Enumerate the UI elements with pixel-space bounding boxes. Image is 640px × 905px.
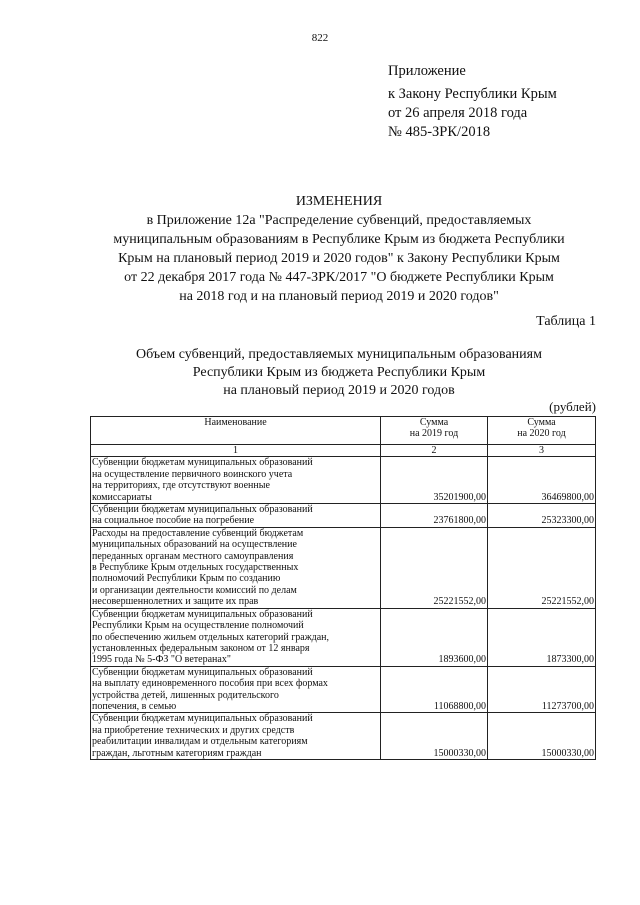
row-name-line: на приобретение технических и других средств [92, 724, 295, 736]
row-name-line: на территориях, где отсутствуют военные [92, 480, 270, 492]
appendix-line: к Закону Республики Крым [388, 86, 557, 102]
table-label: Таблица 1 [536, 314, 596, 329]
row-sum-2020: 11273700,00 [488, 666, 596, 713]
row-name-line: несовершеннолетних и защите их прав [92, 596, 259, 608]
document-heading [80, 192, 598, 306]
heading-line: Крым на плановый период 2019 и 2020 годов" к Закону Республики Крым [118, 251, 560, 266]
heading-line: в Приложение 12а "Распределение субвенций, предоставляемых [146, 213, 532, 228]
row-sum-2020: 15000330,00 [488, 713, 596, 760]
row-name-line: Субвенции бюджетам муниципальных образований [92, 504, 313, 516]
row-name-line: реабилитации инвалидам и отдельным категориям [92, 736, 308, 748]
row-name-line: 1995 года № 5-ФЗ "О ветеранах" [92, 654, 231, 666]
row-sum-2019: 11068800,00 [381, 666, 488, 713]
row-name-line: на выплату единовременного пособия при всех формах [92, 678, 328, 690]
column-number-row [91, 445, 596, 457]
heading-line: муниципальным образованиям в Республике Крым из бюджета Республики [113, 232, 565, 247]
column-number: 2 [381, 445, 488, 457]
column-number: 3 [488, 445, 596, 457]
table-row [91, 608, 596, 666]
row-name-line: Субвенции бюджетам муниципальных образований [92, 713, 313, 725]
row-name-line: на осуществление первичного воинского учета [92, 468, 293, 480]
row-sum-2019: 35201900,00 [381, 457, 488, 504]
row-name [91, 713, 381, 760]
row-sum-2019: 23761800,00 [381, 504, 488, 528]
subtitle-line: на плановый период 2019 и 2020 годов [223, 383, 455, 398]
row-name-line: Расходы на предоставление субвенций бюджетам [92, 527, 304, 539]
row-name [91, 608, 381, 666]
row-name-line: в Республике Крым отдельных государственных [92, 562, 299, 574]
row-name-line: Субвенции бюджетам муниципальных образований [92, 666, 313, 678]
subtitle-line: Объем субвенций, предоставляемых муниципальным образованиям [136, 347, 542, 362]
table-row [91, 457, 596, 504]
page-number: 822 [311, 32, 329, 44]
subventions-table [90, 416, 596, 760]
appendix-title: Приложение [388, 63, 466, 79]
table-row [91, 504, 596, 528]
header-name [91, 417, 381, 445]
row-name-line: граждан, льготным категориям граждан [92, 747, 262, 759]
table-row [91, 713, 596, 760]
table-header-row [91, 417, 596, 445]
row-sum-2019: 1893600,00 [381, 608, 488, 666]
appendix-line: от 26 апреля 2018 года [388, 105, 528, 121]
row-sum-2019: 15000330,00 [381, 713, 488, 760]
row-name-line: Субвенции бюджетам муниципальных образований [92, 457, 313, 469]
row-sum-2020: 25323300,00 [488, 504, 596, 528]
header-sum-label: Сумма [419, 417, 449, 428]
header-sum-2020 [488, 417, 596, 445]
row-name-line: попечения, в семью [92, 700, 177, 712]
row-name-line: полномочий Республики Крым по созданию [92, 573, 281, 585]
row-name-line: муниципальных образований на осуществление [92, 539, 297, 551]
header-year-label: на 2019 год [409, 428, 459, 440]
row-sum-2020: 25221552,00 [488, 527, 596, 608]
row-name-line: и организации деятельности комиссий по делам [92, 584, 297, 596]
row-name-line: по обеспечению жильем отдельных категорий граждан, [92, 631, 330, 643]
row-name-line: на социальное пособие на погребение [92, 515, 255, 527]
heading-line: на 2018 год и на плановый период 2019 и 2020 годов" [179, 289, 499, 304]
row-name [91, 666, 381, 713]
table-row [91, 527, 596, 608]
units-label: (рублей) [549, 399, 596, 414]
heading-title: ИЗМЕНЕНИЯ [295, 194, 383, 209]
column-number: 1 [91, 445, 381, 457]
heading-line: от 22 декабря 2017 года № 447-ЗРК/2017 "О бюджете Республики Крым [124, 270, 554, 285]
appendix-line: № 485-ЗРК/2018 [388, 124, 491, 140]
subtitle-line: Республики Крым из бюджета Республики Крым [192, 365, 486, 380]
row-name-line: переданных органам местного самоуправления [92, 550, 294, 562]
row-sum-2020: 36469800,00 [488, 457, 596, 504]
row-name-line: комиссариаты [92, 491, 152, 503]
row-name-line: Субвенции бюджетам муниципальных образований [92, 608, 313, 620]
header-sum-label: Сумма [527, 417, 556, 428]
header-sum-2019 [381, 417, 488, 445]
row-sum-2020: 1873300,00 [488, 608, 596, 666]
row-name-line: Республики Крым на осуществление полномочий [92, 620, 304, 632]
row-name [91, 457, 381, 504]
row-name-line: устройства детей, лишенных родительского [92, 689, 279, 701]
row-sum-2019: 25221552,00 [381, 527, 488, 608]
table-row [91, 666, 596, 713]
row-name-line: установленных федеральным законом от 12 января [92, 642, 310, 654]
row-name [91, 527, 381, 608]
table-subtitle [80, 346, 598, 400]
row-name [91, 504, 381, 528]
header-year-label: на 2020 год [517, 428, 566, 440]
header-name-label: Наименование [204, 417, 267, 428]
appendix-block [388, 62, 557, 142]
